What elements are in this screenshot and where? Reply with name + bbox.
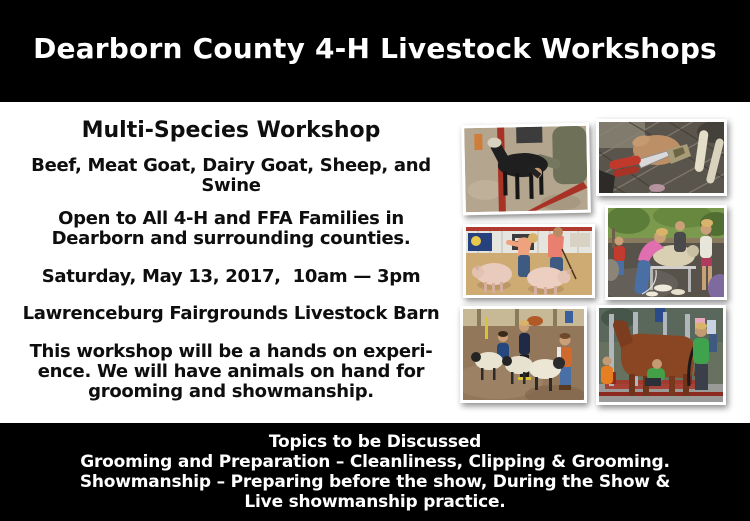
workshop-heading: Multi-Species Workshop <box>81 118 381 143</box>
flyer-title: Dearborn County 4-H Livestock Workshops <box>33 31 717 65</box>
sheep-shearing-demo-image <box>608 208 724 297</box>
pig-showmanship-image <box>466 227 592 295</box>
event-datetime: Saturday, May 13, 2017, 10am — 3pm <box>41 266 421 287</box>
audience-text <box>0 209 462 249</box>
event-location: Lawrenceburg Fairgrounds Livestock Barn <box>22 303 440 324</box>
hoof-trimming-image <box>599 122 724 193</box>
footer-topics-title: Topics to be Discussed <box>268 432 482 452</box>
footer-topic-line: Live showmanship practice. <box>244 492 506 512</box>
cattle-grooming-image <box>599 308 723 402</box>
header-band <box>0 0 750 102</box>
footer-topic-line: Grooming and Preparation – Cleanliness, Clipping & Grooming. <box>80 452 670 472</box>
info-column <box>0 102 462 402</box>
species-line: Swine <box>201 175 261 196</box>
goat-clipping-image <box>464 126 588 213</box>
details-line: ence. We will have animals on hand for <box>37 361 425 382</box>
details-line: grooming and showmanship. <box>88 381 374 402</box>
species-line: Beef, Meat Goat, Dairy Goat, Sheep, and <box>31 155 431 176</box>
details-line: This workshop will be a hands on experi- <box>29 341 433 362</box>
goat-clipping-photo <box>461 123 591 216</box>
event-details <box>0 342 462 402</box>
sheep-showmanship-image <box>463 309 584 400</box>
cattle-grooming-photo <box>596 305 726 405</box>
hoof-trimming-photo <box>596 119 727 196</box>
sheep-shearing-demo-photo <box>605 205 727 300</box>
audience-line: Dearborn and surrounding counties. <box>51 228 411 249</box>
sheep-showmanship-photo <box>460 306 587 403</box>
footer-band <box>0 423 750 521</box>
species-list <box>0 156 462 196</box>
audience-line: Open to All 4-H and FFA Families in <box>58 208 404 229</box>
footer-topic-line: Showmanship – Preparing before the show, During the Show & <box>79 472 671 492</box>
pig-showmanship-photo <box>463 224 595 298</box>
